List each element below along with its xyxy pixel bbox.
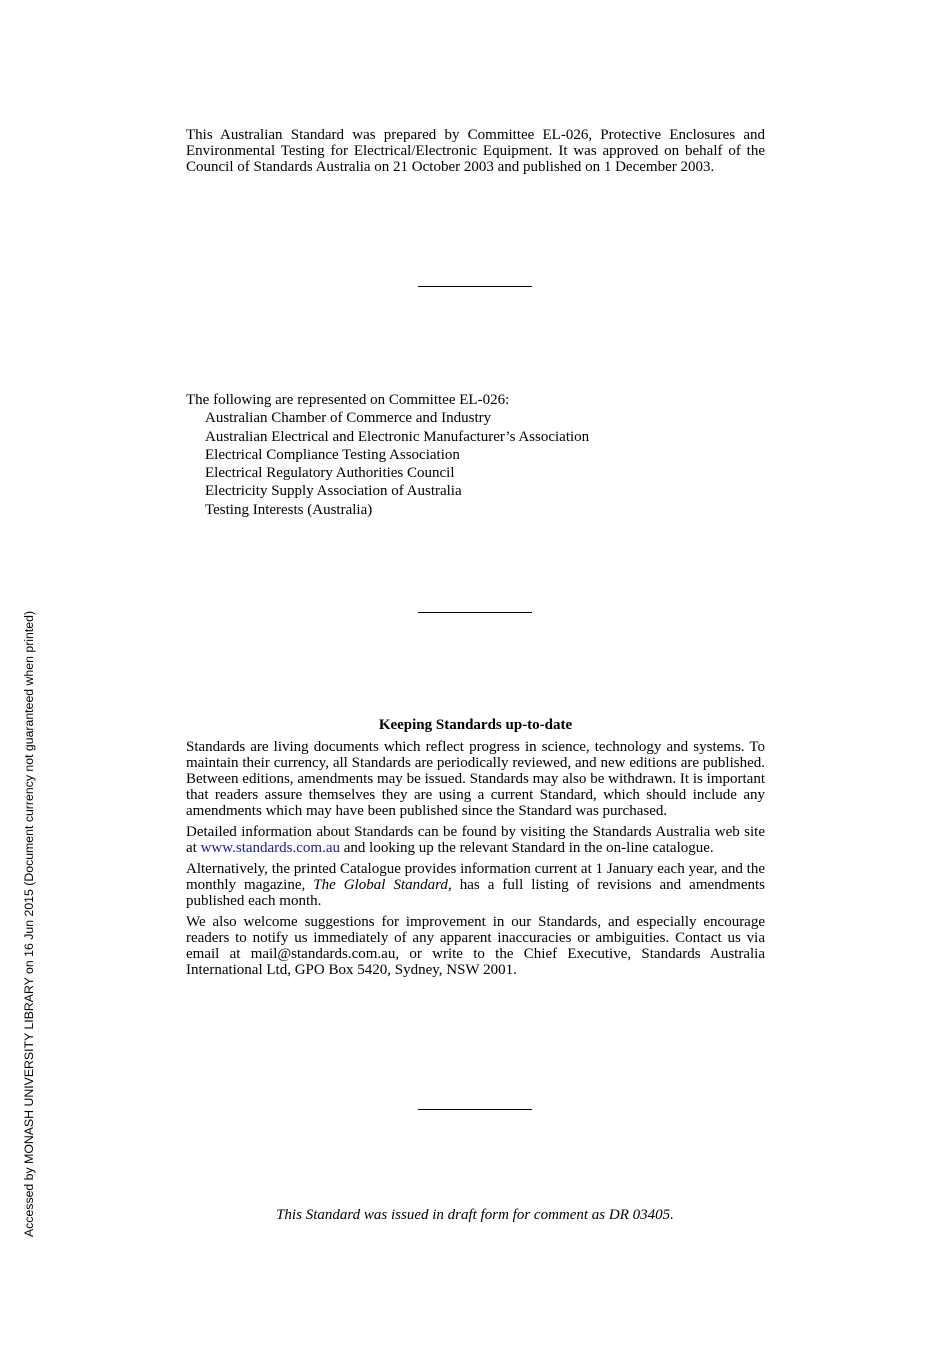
section-divider [418,1109,532,1110]
access-stamp: Accessed by MONASH UNIVERSITY LIBRARY on 16 Jun 2015 (Document currency not guaranteed when printed) [22,610,36,1238]
committee-member: Testing Interests (Australia) [205,501,373,518]
standards-website-link[interactable]: www.standards.com.au [200,840,340,856]
committee-member: Australian Electrical and Electronic Manufacturer’s Association [205,428,590,445]
committee-heading: The following are represented on Committee EL-026: [186,392,510,408]
section-divider [418,612,532,613]
approval-statement: This Australian Standard was prepared by Committee EL-026, Protective Enclosures and Environmental Testing for Electrical/Electronic Equipment. It was approved on behalf of the Council of Standards Australia on 21 October 2003 and published on 1 December 2003. [186,127,765,175]
paragraph-website [186,824,765,856]
section-heading: Keeping Standards up-to-date [378,717,573,733]
committee-member: Electricity Supply Association of Australia [205,483,462,500]
draft-note: This Standard was issued in draft form for comment as DR 03405. [276,1207,674,1223]
paragraph-text: Alternatively, the printed Catalogue provides information current at 1 January each year, and the monthly magazine, [186,861,765,893]
section-divider [418,286,532,287]
committee-member: Australian Chamber of Commerce and Industry [205,410,492,427]
committee-member: Electrical Regulatory Authorities Council [205,465,455,482]
keeping-standards-section [186,716,765,983]
paragraph-text: and looking up the relevant Standard in the on-line catalogue. [340,840,714,856]
paragraph-living-documents: Standards are living documents which reflect progress in science, technology and systems. To maintain their currency, all Standards are periodically reviewed, and new editions are published. Between editions, amendments may be issued. Standards may also be withdrawn. It is important that readers assure themselves they are using a current Standard, which should include any amendments which may have been published since the Standard was purchased. [186,739,765,819]
paragraph-text: , has a full listing of revisions and amendments published each month. [186,877,765,909]
paragraph-catalogue [186,861,765,909]
committee-member: Electrical Compliance Testing Association [205,446,460,463]
access-stamp-container [20,598,38,1250]
paragraph-suggestions: We also welcome suggestions for improvement in our Standards, and especially encourage readers to notify us immediately of any apparent inaccuracies or ambiguities. Contact us via email at mail@standards.com.au, or write to the Chief Executive, Standards Australia International Ltd, GPO Box 5420, Sydney, NSW 2001. [186,914,765,978]
magazine-title: The Global Standard [313,877,448,893]
paragraph-text: Detailed information about Standards can be found by visiting the Standards Australia web site at [186,824,765,856]
committee-representation [186,391,765,519]
